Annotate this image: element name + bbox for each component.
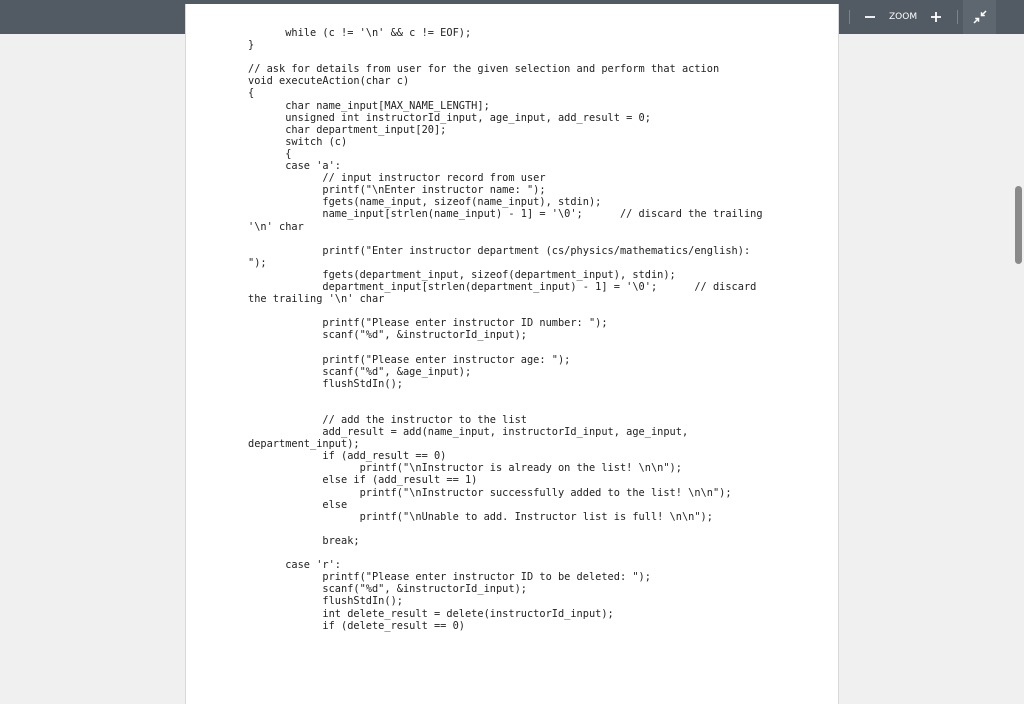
scrollbar-thumb[interactable]: [1015, 186, 1022, 264]
zoom-out-button[interactable]: [862, 0, 878, 34]
toolbar-divider: [849, 10, 850, 24]
document-page: [185, 4, 839, 704]
minus-icon: [864, 11, 876, 23]
zoom-in-button[interactable]: [928, 0, 944, 34]
toolbar-divider: [957, 10, 958, 24]
document-viewer: [0, 27, 1024, 640]
zoom-label: ZOOM: [889, 12, 918, 22]
plus-icon: [930, 11, 942, 23]
code-listing: while (c != '\n' && c != EOF); } // ask for details from user for the given selection and perform that action void executeAction(char c) { char name_input[MAX_NAME_LENGTH]; unsigned int instructorId_input, age_input, add_result = 0; char department_input[20]; switch (c) { case 'a': // input instructor record from user printf("\nEnter instructor name: "); fgets(name_input, sizeof(name_input), stdin); name_input[strlen(name_input) - 1] = '\0'; // discard the trailing '\n' char printf("Enter instructor department (cs/physics/mathematics/english): "); fgets(department_input, sizeof(department_input), stdin); department_input[strlen(department_input) - 1] = '\0'; // discard the trailing '\n' char printf("Please enter instructor ID number: "); scanf("%d", &instructorId_input); printf("Please enter instructor age: "); scanf("%d", &age_input); flushStdIn(); // add the instructor to the list add_result = add(name_input, instructorId_input, age_input, department_input); if (add_result == 0) printf("\nInstructor is already on the list! \n\n"); else if (add_result == 1) printf("\nInstructor successfully added to the list! \n\n"); else printf("\nUnable to add. Instructor list is full! \n\n"); break; case 'r': printf("Please enter instructor ID to be deleted: "); scanf("%d", &instructorId_input); flushStdIn(); int delete_result = delete(instructorId_input); if (delete_result == 0): [248, 27, 763, 632]
vertical-scrollbar[interactable]: [1012, 34, 1024, 640]
exit-fullscreen-button[interactable]: [963, 0, 996, 34]
exit-fullscreen-icon: [973, 10, 987, 24]
